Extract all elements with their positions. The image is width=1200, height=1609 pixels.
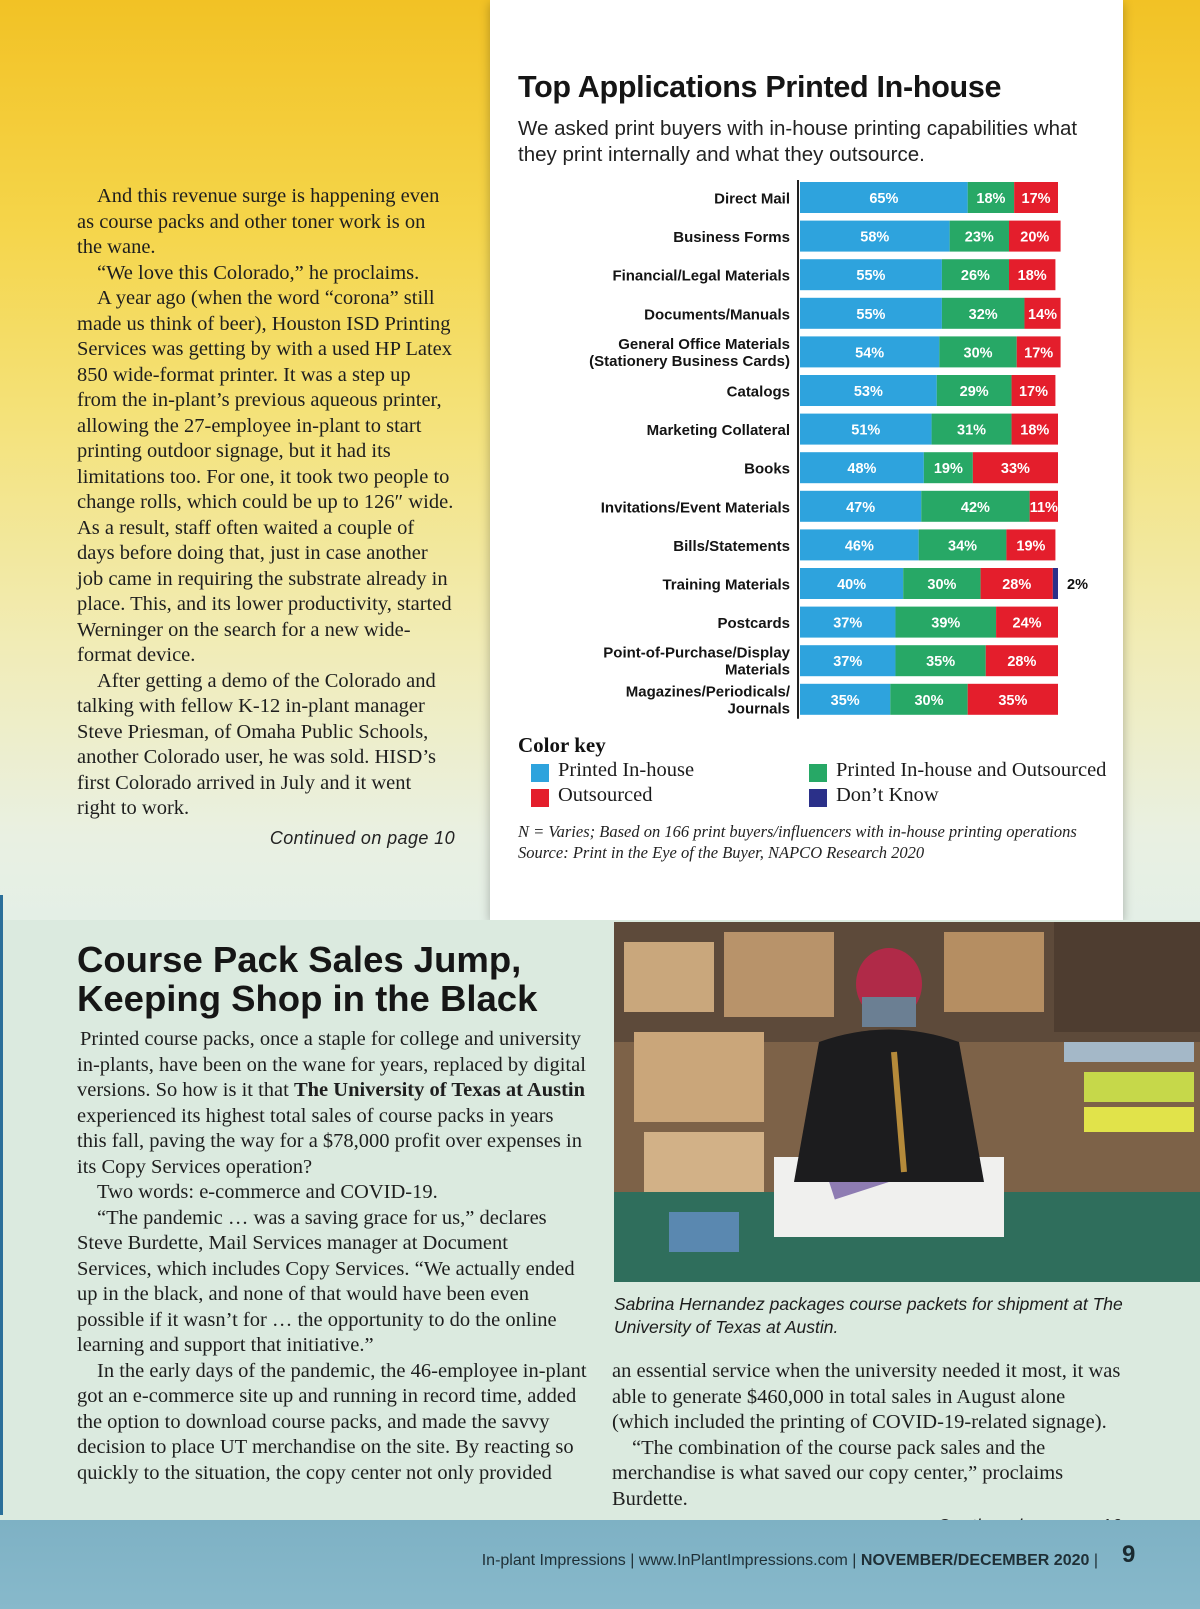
data-label: 17% bbox=[1024, 345, 1054, 362]
bottom-article-paragraph: an essential service when the university needed it most, it was able to generate $460,000 in total sales in August alone (which included the printing of COVID-19-related signage). bbox=[612, 1360, 1121, 1433]
bottom-article-paragraph: In the early days of the pandemic, the 46-employee in-plant got an e-commerce site up and running in record time, added the option to download course packs, and made the savvy decision to place UT merchandise on the site. By reacting so quickly to the situation, the copy center not only provided bbox=[77, 1359, 587, 1484]
legend-label-dont-know: Don’t Know bbox=[836, 784, 939, 806]
data-label: 35% bbox=[926, 654, 956, 671]
lead-text-end: experienced its highest total sales of course packs in years this fall, paving the way for a $78,000 profit over expenses in its Copy Services operation? bbox=[77, 1104, 582, 1178]
stacked-bar-chart bbox=[490, 180, 1123, 725]
top-article-paragraph: “We love this Colorado,” he proclaims. bbox=[97, 261, 420, 284]
lead-university: The University of Texas at Austin bbox=[293, 1079, 585, 1101]
category-label: Postcards bbox=[717, 615, 790, 633]
lead-paragraph bbox=[77, 1027, 587, 1180]
data-label: 51% bbox=[851, 422, 881, 439]
data-label: 35% bbox=[830, 692, 860, 709]
chart-card bbox=[490, 0, 1123, 920]
category-label: Documents/Manuals bbox=[644, 306, 790, 324]
legend-label-inhouse-outsourced: Printed In-house and Outsourced bbox=[836, 759, 1107, 781]
data-label: 42% bbox=[960, 499, 990, 516]
footer-issue: NOVEMBER/DECEMBER 2020 bbox=[860, 1552, 1090, 1569]
bottom-article-paragraph: “The pandemic … was a saving grace for us,” declares Steve Burdette, Mail Services manager at Document Services, which includes Copy Services. “We actually ended up in the black, and none of that would have been even possible if it wasn’t for … the opportunity to do the online learning and support that initiative.” bbox=[77, 1206, 575, 1356]
data-label: 55% bbox=[856, 306, 886, 323]
data-label: 18% bbox=[1020, 422, 1050, 439]
bottom-article-left-column bbox=[77, 1027, 587, 1486]
category-label: Catalogs bbox=[726, 383, 790, 401]
chart-note-source: Source: Print in the Eye of the Buyer, NAPCO Research 2020 bbox=[518, 843, 925, 862]
chart-notes bbox=[518, 821, 1118, 863]
data-label: 33% bbox=[1000, 461, 1030, 478]
data-label: 34% bbox=[948, 538, 978, 555]
data-label: 40% bbox=[837, 577, 867, 593]
data-label: 18% bbox=[976, 191, 1006, 207]
legend-swatch-dont-know bbox=[809, 789, 827, 807]
data-label: 18% bbox=[1017, 268, 1047, 285]
photo-illustration bbox=[614, 922, 1200, 1282]
data-label: 35% bbox=[998, 692, 1028, 709]
category-label: Training Materials bbox=[662, 576, 790, 594]
category-label: Point-of-Purchase/Display Materials bbox=[603, 644, 790, 679]
bottom-article-right-column bbox=[612, 1359, 1122, 1540]
data-label: 24% bbox=[1012, 615, 1042, 632]
color-key-title: Color key bbox=[518, 733, 606, 757]
left-rule bbox=[0, 895, 3, 1515]
continued-link[interactable]: Continued on page 10 bbox=[269, 827, 455, 848]
legend-swatch-inhouse-outsourced bbox=[809, 764, 827, 782]
footer-line bbox=[482, 1552, 1098, 1570]
data-label: 2% bbox=[1067, 577, 1088, 593]
category-label: Magazines/Periodicals/ Journals bbox=[625, 683, 790, 718]
data-label: 14% bbox=[1028, 306, 1058, 323]
category-label: Marketing Collateral bbox=[646, 422, 790, 440]
footer-publication: In-plant Impressions bbox=[481, 1552, 626, 1569]
data-label: 65% bbox=[869, 191, 899, 207]
page-footer bbox=[0, 1520, 1200, 1609]
page-number: 9 bbox=[1122, 1541, 1136, 1568]
data-label: 58% bbox=[860, 229, 890, 246]
category-label: Books bbox=[744, 460, 790, 478]
data-label: 39% bbox=[931, 615, 961, 632]
data-label: 48% bbox=[847, 461, 877, 478]
data-label: 28% bbox=[1007, 654, 1037, 671]
top-article-paragraph: A year ago (when the word “corona” still made us think of beer), Houston ISD Printing Services was getting by with a used HP Latex 850 wide-format printer. It was a step up from the in-plant’s previous aqueous printer, allowing the 27-employee in-plant to start printing outdoor signage, but it had its limitations too. For one, it took two people to change rolls, which could be up to 126″ wide. As a result, staff often waited a couple of days before doing that, just in case another job came in requiring the substrate already in place. This, and its lower productivity, started Werninger on the search for a new wide-format device. bbox=[77, 287, 454, 666]
data-label: 20% bbox=[1020, 229, 1050, 246]
data-label: 55% bbox=[856, 268, 886, 285]
footer-separator: | bbox=[852, 1552, 857, 1569]
data-label: 26% bbox=[960, 268, 990, 285]
top-article-column bbox=[77, 184, 455, 851]
data-label: 54% bbox=[855, 345, 885, 362]
data-label: 32% bbox=[968, 306, 998, 323]
data-label: 17% bbox=[1021, 191, 1051, 207]
legend-swatch-outsourced bbox=[531, 789, 549, 807]
lead-text: Printed course packs, once a staple for college and university in-plants, have been on the wane for years, replaced by digital versions. So how is it that bbox=[77, 1028, 586, 1101]
footer-separator: | bbox=[630, 1552, 635, 1569]
chart-note-sample: N = Varies; Based on 166 print buyers/influencers with in-house printing operations bbox=[518, 822, 1077, 841]
data-label: 30% bbox=[963, 345, 993, 362]
data-label: 28% bbox=[1002, 577, 1032, 593]
bottom-article-paragraph: Two words: e-commerce and COVID-19. bbox=[97, 1181, 438, 1203]
data-label: 37% bbox=[833, 654, 863, 671]
data-label: 23% bbox=[964, 229, 994, 246]
data-label: 17% bbox=[1018, 384, 1049, 400]
top-article-paragraph: And this revenue surge is happening even as course packs and other toner work is on the wane. bbox=[77, 185, 440, 258]
legend-label-inhouse: Printed In-house bbox=[558, 759, 695, 781]
chart-title: Top Applications Printed In-house bbox=[518, 70, 1002, 104]
footer-separator: | bbox=[1093, 1552, 1098, 1569]
bar-segment bbox=[1053, 568, 1058, 599]
footer-url[interactable]: www.InPlantImpressions.com bbox=[638, 1552, 848, 1569]
category-label: Business Forms bbox=[673, 229, 790, 247]
category-label: Invitations/Event Materials bbox=[600, 499, 790, 517]
data-label: 30% bbox=[914, 692, 944, 709]
data-label: 19% bbox=[1016, 538, 1046, 555]
data-label: 47% bbox=[846, 499, 876, 516]
category-label: General Office Materials (Stationery Business Cards) bbox=[589, 335, 790, 370]
data-label: 11% bbox=[1029, 499, 1058, 516]
data-label: 31% bbox=[957, 422, 987, 439]
category-label: Direct Mail bbox=[714, 190, 790, 208]
data-label: 46% bbox=[844, 538, 874, 555]
legend-label-outsourced: Outsourced bbox=[558, 784, 653, 806]
photo-caption: Sabrina Hernandez packages course packets for shipment at The University of Texas at Austin. bbox=[614, 1294, 1123, 1337]
article-headline: Course Pack Sales Jump, Keeping Shop in the Black bbox=[77, 939, 538, 1019]
category-label: Financial/Legal Materials bbox=[612, 267, 790, 285]
legend-swatch-inhouse bbox=[531, 764, 549, 782]
data-label: 29% bbox=[959, 384, 989, 400]
data-label: 19% bbox=[933, 461, 963, 478]
data-label: 53% bbox=[853, 384, 883, 400]
top-article-paragraph: After getting a demo of the Colorado and talking with fellow K-12 in-plant manager Steve Priesman, of Omaha Public Schools, another Colorado user, he was sold. HISD’s first Colorado arrived in July and it went right to work. bbox=[77, 669, 437, 819]
photo-course-packets bbox=[614, 922, 1200, 1282]
data-label: 37% bbox=[833, 615, 863, 632]
category-label: Bills/Statements bbox=[673, 537, 790, 555]
data-label: 30% bbox=[927, 577, 957, 593]
bottom-article-paragraph: “The combination of the course pack sales and the merchandise is what saved our copy center,” proclaims Burdette. bbox=[612, 1436, 1064, 1510]
chart-subtitle: We asked print buyers with in-house printing capabilities what they print internally and what they outsource. bbox=[518, 117, 1078, 166]
